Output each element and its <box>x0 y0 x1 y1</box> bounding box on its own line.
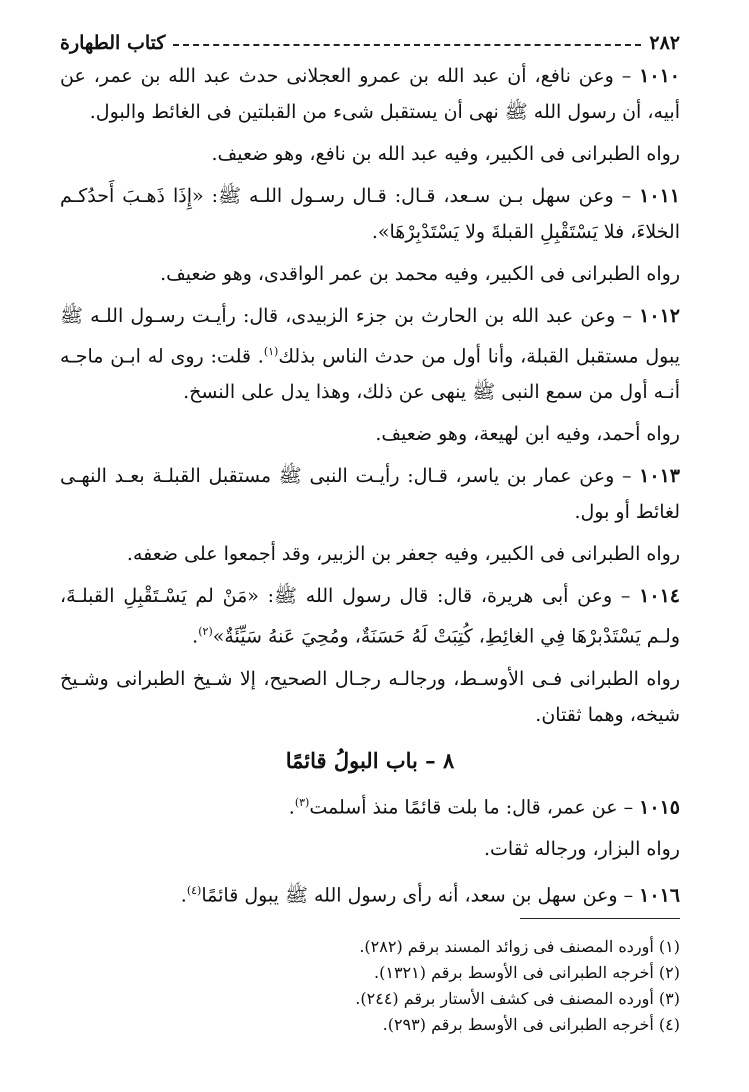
hadith-source: رواه البزار، ورجاله ثقات. <box>483 837 680 860</box>
hadith-source: رواه الطبرانى فى الكبير، وفيه عبد الله بن نافع، وهو ضعيف. <box>211 143 680 165</box>
hadith-text: – عن عمر، قال: ما بلت قائمًا منذ أسلمت <box>309 795 640 818</box>
footnote-ref: (٣) <box>294 795 310 809</box>
hadith-text-cont: . <box>180 884 187 907</box>
hadith-text: – وعن نافع، أن عبد الله بن عمرو العجلانى حدث عبد الله بن عمر، عن أبيه، أن رسول الله ﷺ نهى أن يستقبل شىء من القبلتين فى الغائط والبول. <box>60 65 680 123</box>
hadith-source: رواه الطبرانى فى الكبير، وفيه جعفر بن الزبير، وقد أجمعوا على ضعفه. <box>126 543 680 566</box>
page-number: ٢٨٢ <box>649 32 680 54</box>
hadith-number: ١٠١٠ <box>639 65 680 87</box>
hadith-source: رواه الطبرانى فـى الأوسـط، ورجالـه رجـال الصحيح، إلا شـيخ الطبرانى وشـيخ شيخه، وهما ثقتان. <box>60 667 680 726</box>
hadith-text: – وعن سهل بن سعد، أنه رأى رسول الله ﷺ يبول قائمًا <box>201 884 640 907</box>
hadith-text: – وعن عبد الله بن الحارث بن جزء الزبيدى، قال: رأيـت رسـول اللـه ﷺ يبول مستقبل القبلة، وأنا أول من حدث الناس بذلك <box>60 305 680 368</box>
hadith-text: – وعن أبى هريرة، قال: قال رسول الله ﷺ: «مَنْ لم يَسْـتَقْبِلِ القبلـةَ، ولـم يَسْتَدْبرْهَا فِي الغائِطِ، كُتِبَتْ لَهُ حَسَنَةٌ، ومُحِيَ عَنهُ سَيِّئَةٌ» <box>60 585 680 648</box>
book-title: كتاب الطهارة <box>60 32 166 54</box>
hadith-number: ١٠١٢ <box>639 305 680 327</box>
hadith-1015 <box>60 785 680 825</box>
hadith-text: – وعن سهل بـن سـعد، قـال: قـال رسـول اللـه ﷺ: «إِذَا ذَهـبَ أَحدُكـم الخلاءَ، فلا يَسْتَقْبِلِ القبلةَ ولا يَسْتَدْبِرْهَا». <box>60 185 680 243</box>
footnote-separator <box>520 918 680 919</box>
header-rule <box>173 44 641 46</box>
footnote-ref: (١) <box>263 345 279 358</box>
hadith-number: ١٠١١ <box>639 185 680 207</box>
hadith-number: ١٠١٥ <box>639 795 680 818</box>
hadith-number: ١٠١٣ <box>639 465 680 488</box>
hadith-text-cont: . قلت: روى له ابـن ماجـه أنـه أول من سمع النبى ﷺ ينهى عن ذلك، وهذا يدل على النسخ. <box>60 345 680 404</box>
hadith-text-cont: . <box>192 625 199 648</box>
hadith-1011 <box>60 178 680 250</box>
page-body <box>60 28 680 913</box>
hadith-1012 <box>60 298 680 410</box>
hadith-text-cont: . <box>288 795 295 818</box>
footnote-ref: (٤) <box>186 883 202 897</box>
footnote-item: (٣) أورده المصنف فى كشف الأستار برقم (٢٤٤). <box>355 989 680 1008</box>
hadith-number: ١٠١٦ <box>639 884 680 907</box>
hadith-1013 <box>60 458 680 530</box>
chapter-title: ٨ – باب البولُ قائمًا <box>285 747 455 773</box>
hadith-text: – وعن عمار بن ياسر، قـال: رأيـت النبى ﷺ مستقبل القبلـة بعـد النهـى لغائط أو بول. <box>60 465 680 524</box>
running-header <box>60 28 680 58</box>
hadith-number: ١٠١٤ <box>639 585 680 608</box>
hadith-1016 <box>60 873 680 913</box>
footnotes <box>60 934 680 1038</box>
hadith-1010 <box>60 58 680 130</box>
footnote-item: (٤) أخرجه الطبرانى فى الأوسط برقم (٢٩٣). <box>382 1015 680 1034</box>
footnote-item: (١) أورده المصنف فى زوائد المسند برقم (٢٨٢). <box>359 937 680 956</box>
hadith-source: رواه أحمد، وفيه ابن لهيعة، وهو ضعيف. <box>375 423 680 446</box>
footnote-item: (٢) أخرجه الطبرانى فى الأوسط برقم (١٣٢١). <box>374 963 680 982</box>
hadith-source: رواه الطبرانى فى الكبير، وفيه محمد بن عمر الواقدى، وهو ضعيف. <box>160 263 680 285</box>
hadith-1014 <box>60 578 680 654</box>
footnote-ref: (٢) <box>198 625 213 639</box>
